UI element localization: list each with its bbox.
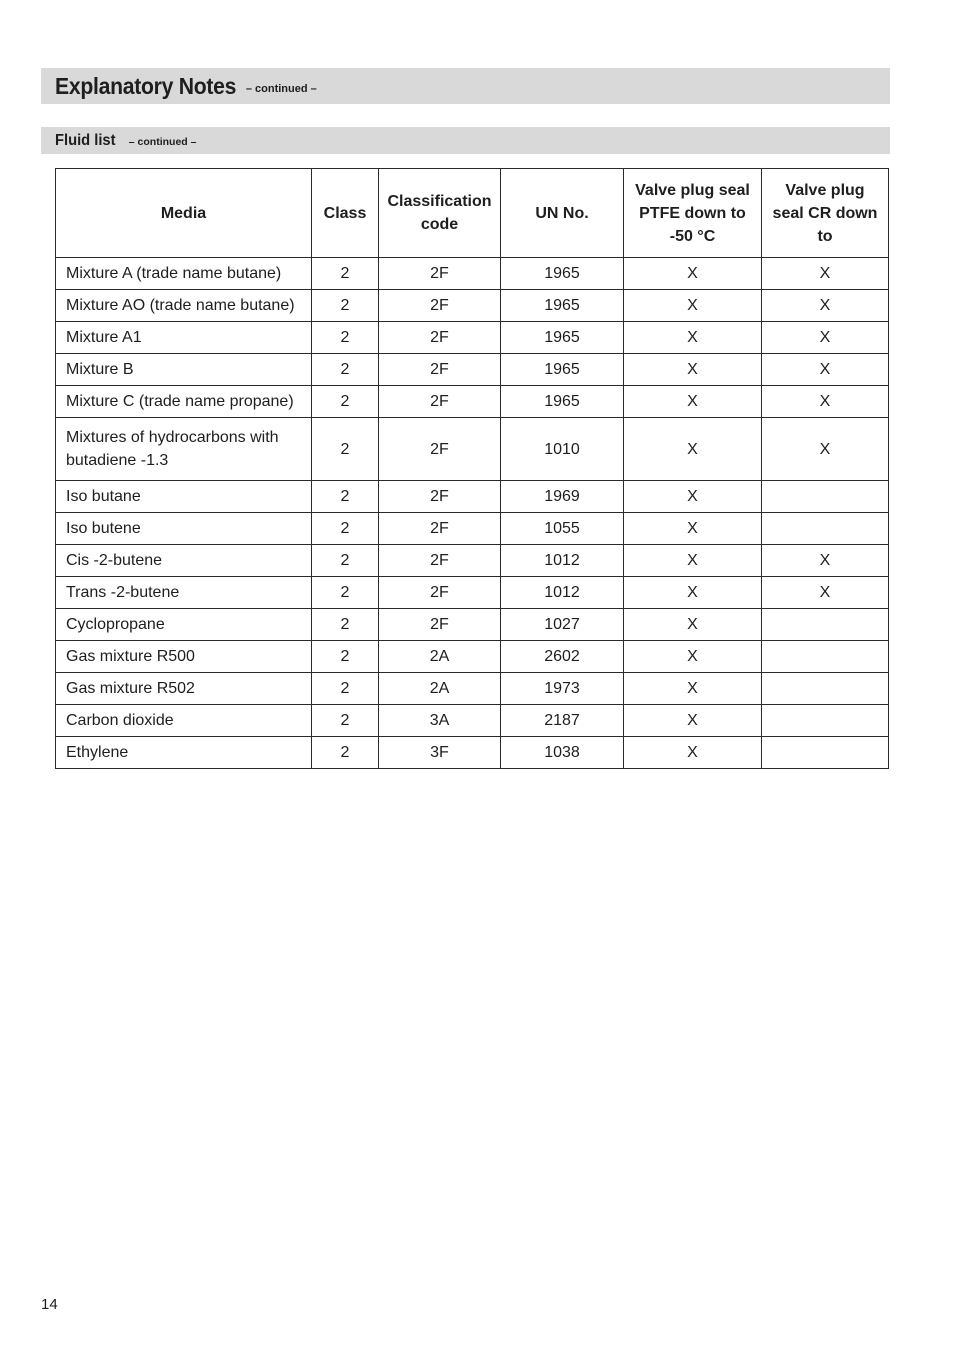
cell-class: 2: [312, 673, 379, 705]
column-header-ptfe-seal: Valve plug seal PTFE down to -50 °C: [624, 169, 762, 258]
cell-cr-seal: X: [762, 290, 889, 322]
cell-un-no: 1012: [501, 577, 624, 609]
cell-cr-seal: [762, 673, 889, 705]
cell-classification-code: 2F: [379, 290, 501, 322]
cell-ptfe-seal: X: [624, 609, 762, 641]
cell-class: 2: [312, 354, 379, 386]
cell-media: Mixture A1: [56, 322, 312, 354]
cell-media: Cyclopropane: [56, 609, 312, 641]
cell-media: Ethylene: [56, 737, 312, 769]
cell-classification-code: 2F: [379, 481, 501, 513]
cell-media: Iso butane: [56, 481, 312, 513]
cell-un-no: 1012: [501, 545, 624, 577]
cell-cr-seal: [762, 481, 889, 513]
cell-ptfe-seal: X: [624, 705, 762, 737]
cell-classification-code: 2F: [379, 513, 501, 545]
cell-class: 2: [312, 418, 379, 481]
cell-class: 2: [312, 641, 379, 673]
column-header-media: Media: [56, 169, 312, 258]
cell-media: Mixture B: [56, 354, 312, 386]
cell-classification-code: 3A: [379, 705, 501, 737]
cell-media: Iso butene: [56, 513, 312, 545]
cell-media: Mixtures of hydrocarbons with butadiene -1.3: [56, 418, 312, 481]
cell-ptfe-seal: X: [624, 354, 762, 386]
cell-cr-seal: [762, 705, 889, 737]
cell-media: Mixture C (trade name propane): [56, 386, 312, 418]
cell-media: Carbon dioxide: [56, 705, 312, 737]
cell-cr-seal: [762, 641, 889, 673]
table-row: [56, 545, 889, 577]
page-title-continued: – continued –: [245, 83, 317, 95]
cell-un-no: 1965: [501, 386, 624, 418]
fluid-list-header: [41, 127, 890, 154]
table-row: [56, 641, 889, 673]
cell-un-no: 1010: [501, 418, 624, 481]
column-header-un-no: UN No.: [501, 169, 624, 258]
cell-classification-code: 2F: [379, 258, 501, 290]
cell-media: Mixture A (trade name butane): [56, 258, 312, 290]
cell-ptfe-seal: X: [624, 641, 762, 673]
cell-classification-code: 2F: [379, 577, 501, 609]
cell-classification-code: 2F: [379, 322, 501, 354]
cell-classification-code: 3F: [379, 737, 501, 769]
cell-class: 2: [312, 545, 379, 577]
cell-un-no: 1965: [501, 354, 624, 386]
cell-cr-seal: [762, 609, 889, 641]
section-title: Fluid list: [55, 131, 116, 149]
table-row: [56, 258, 889, 290]
cell-classification-code: 2F: [379, 418, 501, 481]
page-title: Explanatory Notes: [55, 72, 237, 99]
cell-class: 2: [312, 577, 379, 609]
cell-cr-seal: X: [762, 418, 889, 481]
cell-ptfe-seal: X: [624, 513, 762, 545]
table-row: [56, 386, 889, 418]
cell-class: 2: [312, 513, 379, 545]
cell-un-no: 2187: [501, 705, 624, 737]
column-header-class: Class: [312, 169, 379, 258]
page-number: 14: [41, 1296, 58, 1313]
cell-ptfe-seal: X: [624, 258, 762, 290]
table-row: [56, 705, 889, 737]
cell-media: Gas mixture R502: [56, 673, 312, 705]
cell-classification-code: 2F: [379, 545, 501, 577]
cell-ptfe-seal: X: [624, 545, 762, 577]
cell-ptfe-seal: X: [624, 737, 762, 769]
cell-class: 2: [312, 290, 379, 322]
table-row: [56, 737, 889, 769]
cell-classification-code: 2F: [379, 609, 501, 641]
fluid-list-table: [55, 168, 889, 769]
table-row: [56, 673, 889, 705]
cell-un-no: 1055: [501, 513, 624, 545]
cell-ptfe-seal: X: [624, 386, 762, 418]
cell-ptfe-seal: X: [624, 481, 762, 513]
table-row: [56, 418, 889, 481]
cell-media: Cis -2-butene: [56, 545, 312, 577]
cell-un-no: 1027: [501, 609, 624, 641]
cell-cr-seal: X: [762, 354, 889, 386]
table-row: [56, 290, 889, 322]
cell-classification-code: 2A: [379, 641, 501, 673]
cell-ptfe-seal: X: [624, 290, 762, 322]
cell-un-no: 2602: [501, 641, 624, 673]
table-row: [56, 609, 889, 641]
section-title-continued: – continued –: [128, 136, 197, 148]
cell-cr-seal: X: [762, 545, 889, 577]
cell-cr-seal: X: [762, 258, 889, 290]
cell-un-no: 1973: [501, 673, 624, 705]
cell-cr-seal: [762, 513, 889, 545]
table-row: [56, 322, 889, 354]
cell-un-no: 1969: [501, 481, 624, 513]
cell-ptfe-seal: X: [624, 322, 762, 354]
cell-class: 2: [312, 258, 379, 290]
cell-class: 2: [312, 705, 379, 737]
cell-cr-seal: X: [762, 322, 889, 354]
table-row: [56, 513, 889, 545]
cell-un-no: 1965: [501, 258, 624, 290]
cell-media: Trans -2-butene: [56, 577, 312, 609]
cell-un-no: 1038: [501, 737, 624, 769]
cell-classification-code: 2A: [379, 673, 501, 705]
column-header-cr-seal: Valve plug seal CR down to: [762, 169, 889, 258]
cell-media: Gas mixture R500: [56, 641, 312, 673]
cell-cr-seal: X: [762, 577, 889, 609]
table-row: [56, 354, 889, 386]
table-header-row: [56, 169, 889, 258]
cell-class: 2: [312, 386, 379, 418]
cell-un-no: 1965: [501, 290, 624, 322]
cell-class: 2: [312, 322, 379, 354]
table-row: [56, 481, 889, 513]
explanatory-notes-header: [41, 68, 890, 104]
cell-ptfe-seal: X: [624, 577, 762, 609]
cell-class: 2: [312, 737, 379, 769]
cell-classification-code: 2F: [379, 386, 501, 418]
cell-cr-seal: X: [762, 386, 889, 418]
cell-class: 2: [312, 481, 379, 513]
cell-ptfe-seal: X: [624, 673, 762, 705]
cell-cr-seal: [762, 737, 889, 769]
cell-ptfe-seal: X: [624, 418, 762, 481]
cell-un-no: 1965: [501, 322, 624, 354]
cell-class: 2: [312, 609, 379, 641]
column-header-classification-code: Classification code: [379, 169, 501, 258]
table-row: [56, 577, 889, 609]
cell-media: Mixture AO (trade name butane): [56, 290, 312, 322]
cell-classification-code: 2F: [379, 354, 501, 386]
